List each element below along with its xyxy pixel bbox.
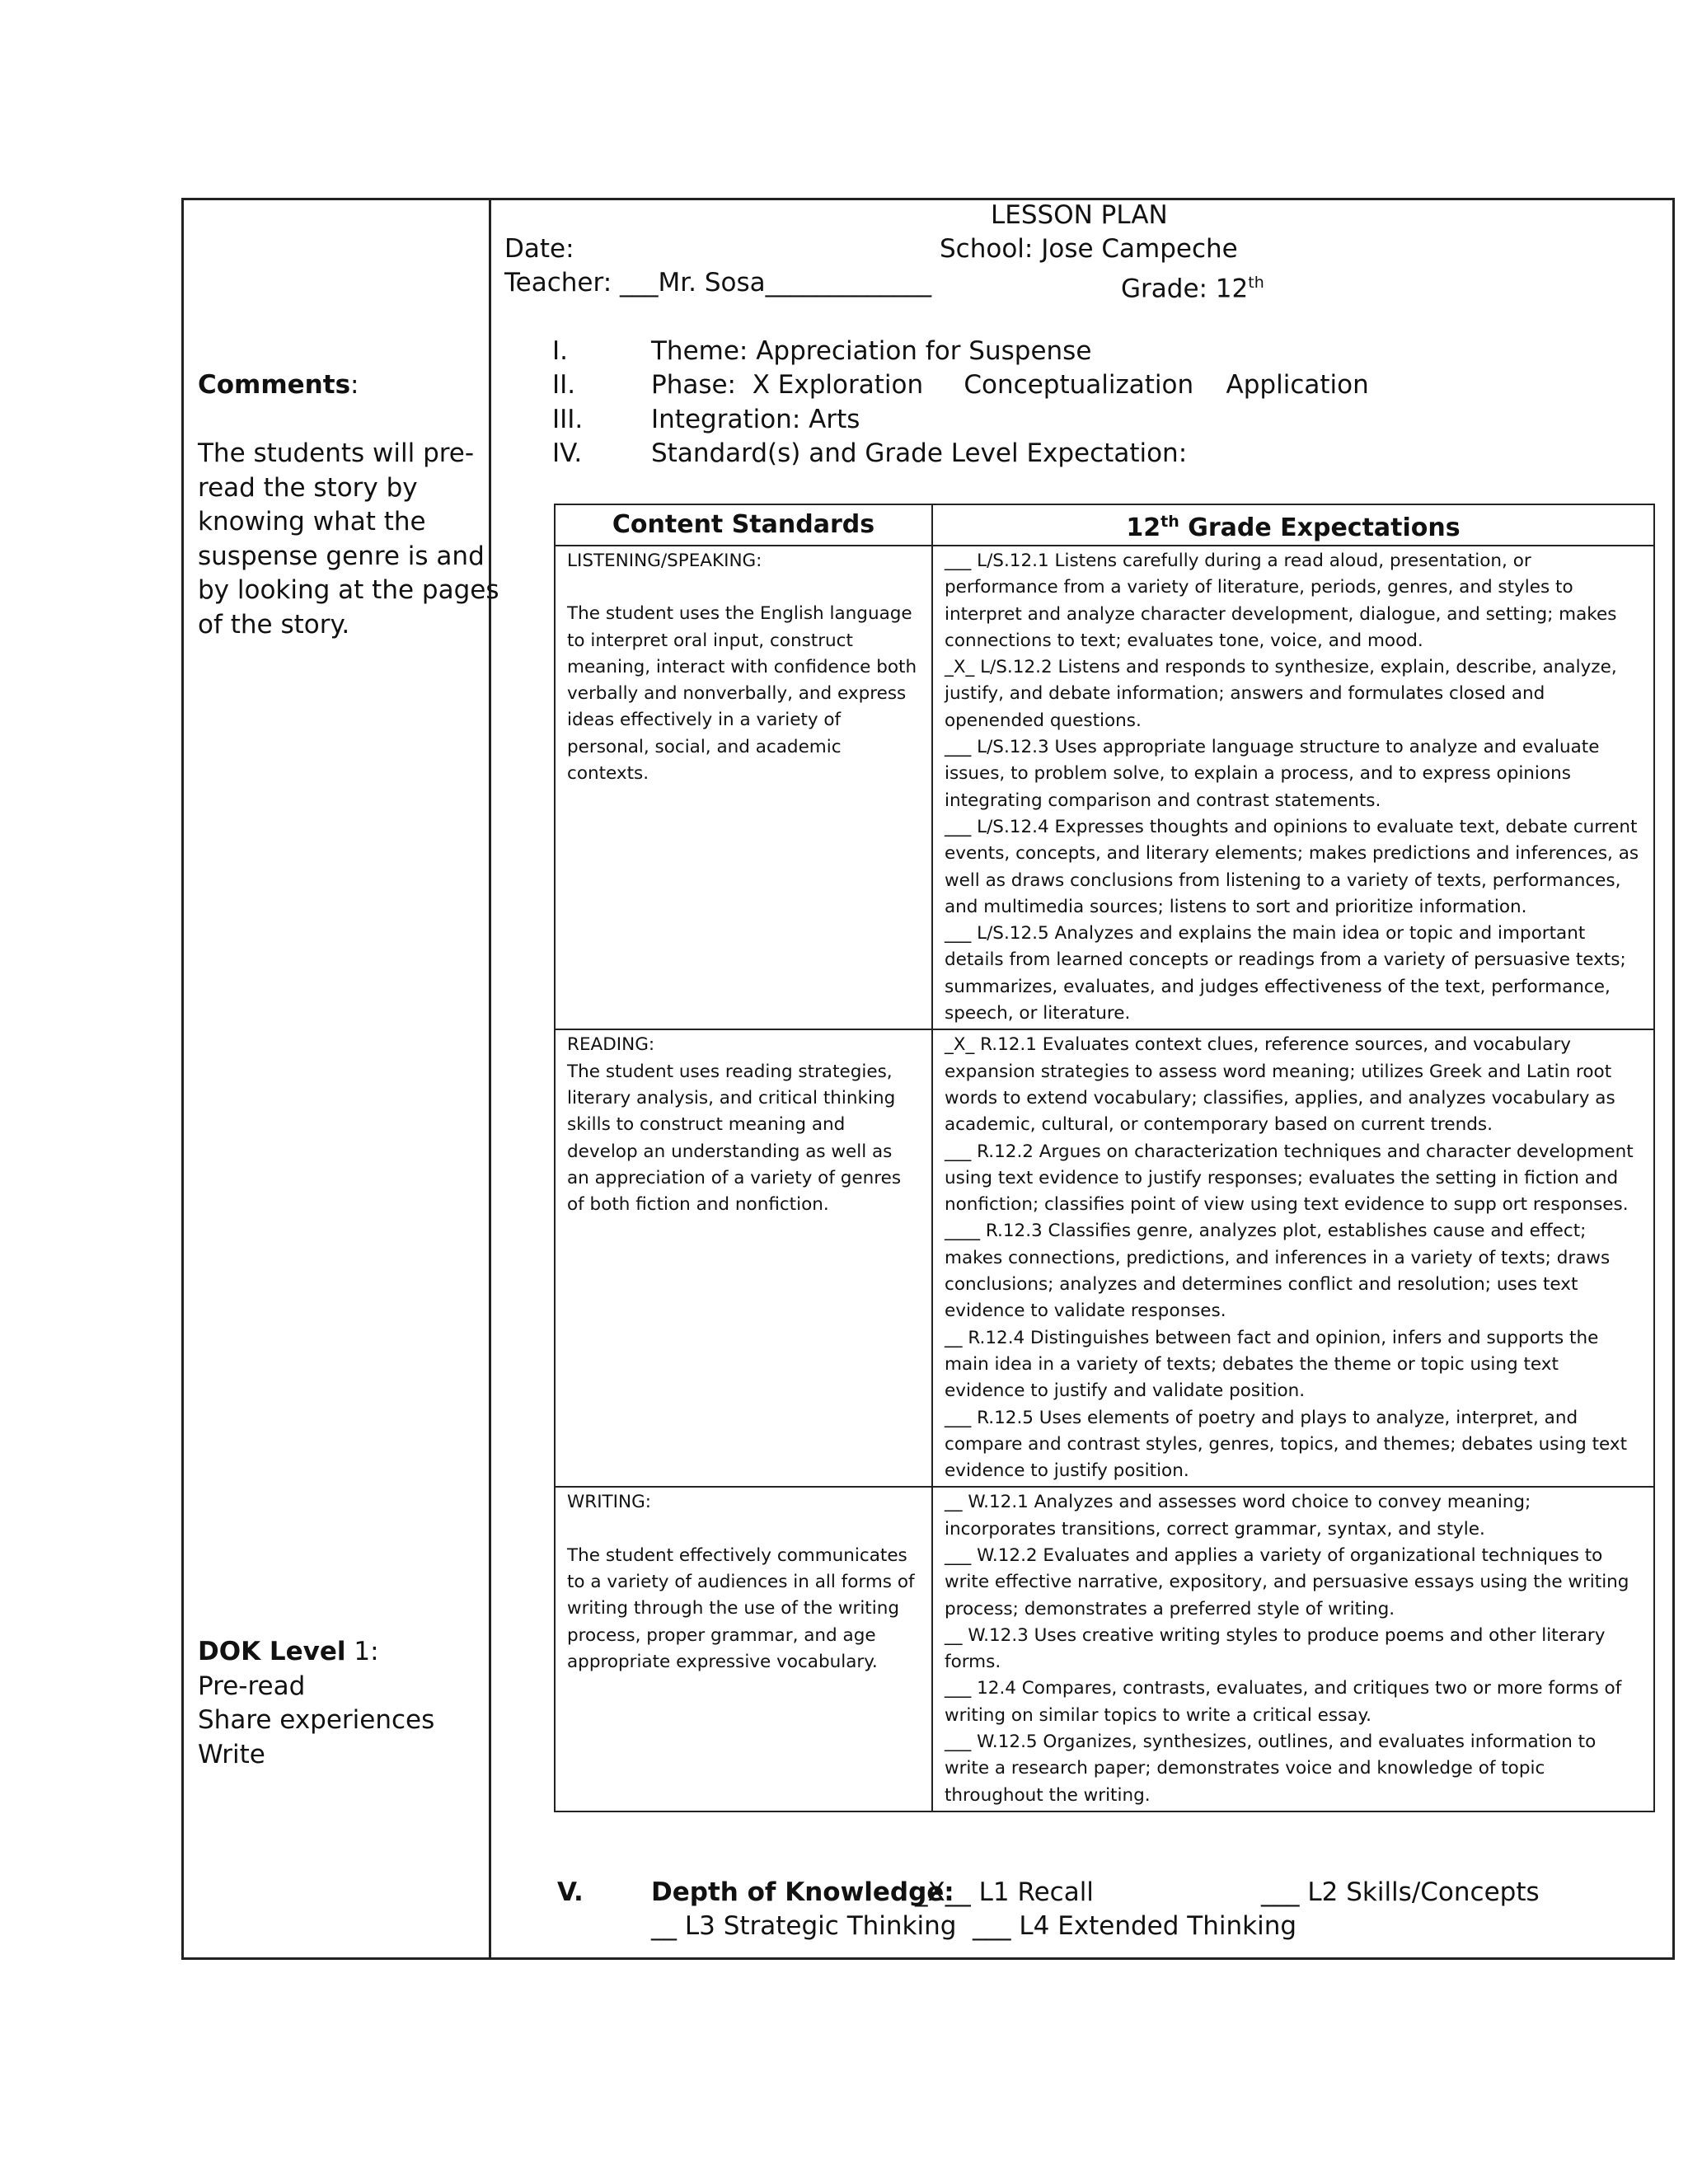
expectation-item: ___ L/S.12.4 Expresses thoughts and opinions to evaluate text, debate current events, concepts, and literary elements; makes predictions and inferences, as well as draws conclusions from listening to a variety of texts, performances, and multimedia sources; listens to sort and prioritize information.: [945, 816, 1639, 917]
grade-label: Grade: 12th: [1121, 274, 1264, 304]
expectation-item: ___ R.12.2 Argues on characterization techniques and character development using text evidence to justify responses; evaluates the setting in fiction and nonfiction; classifies point of view using text evidence to supp ort responses.: [945, 1141, 1634, 1216]
dok-l1: _X__ L1 Recall: [915, 1877, 1094, 1907]
section-integration: Integration: Arts: [651, 405, 860, 434]
standard-category: LISTENING/SPEAKING:: [567, 551, 762, 571]
section-number: I.: [552, 336, 568, 366]
table-row: [555, 1487, 1654, 1811]
expectation-item: ___ R.12.5 Uses elements of poetry and plays to analyze, interpret, and compare and contrast styles, genres, topics, and themes; debates using text evidence to justify position.: [945, 1407, 1628, 1482]
standard-category: WRITING:: [567, 1492, 651, 1513]
section-number: II.: [552, 370, 576, 400]
dok-label: Depth of Knowledge:: [651, 1877, 954, 1907]
expectations-cell: [932, 1029, 1654, 1487]
standards-table: [554, 504, 1655, 1812]
section-number: III.: [552, 405, 584, 434]
expectation-item: ___ L/S.12.5 Analyzes and explains the main idea or topic and important details from learned concepts or readings from a variety of persuasive texts; summarizes, evaluates, and judges effectiveness of the text, performance, speech, or literature.: [945, 923, 1626, 1024]
section-number: V.: [557, 1877, 584, 1907]
table-row: [555, 1029, 1654, 1487]
section-theme: Theme: Appreciation for Suspense: [651, 336, 1092, 366]
dok-l2: ___ L2 Skills/Concepts: [1261, 1877, 1540, 1907]
standard-category: READING:: [567, 1034, 655, 1056]
expectation-item: __ R.12.4 Distinguishes between fact and opinion, infers and supports the main idea in a variety of texts; debates the theme or topic using text evidence to justify and validate position.: [945, 1327, 1599, 1402]
content-standard-cell: [555, 1029, 932, 1487]
teacher-name: Teacher: ___Mr. Sosa_____________: [504, 268, 932, 298]
expectation-item: ___ L/S.12.3 Uses appropriate language structure to analyze and evaluate issues, to problem solve, to explain a process, and to express opinions integrating comparison and contrast statements.: [945, 737, 1600, 811]
school-name: School: Jose Campeche: [940, 234, 1238, 264]
expectation-item: __ W.12.3 Uses creative writing styles to produce poems and other literary forms.: [945, 1624, 1606, 1673]
expectation-item: ___ W.12.2 Evaluates and applies a variety of organizational techniques to write effective narrative, expository, and persuasive essays using the writing process; demonstrates a preferred style of writing.: [945, 1544, 1629, 1619]
comments-text: The students will pre- read the story by knowing what the suspense genre is and by looking at the pages of the story.: [198, 438, 499, 640]
expectation-item: ___ W.12.5 Organizes, synthesizes, outlines, and evaluates information to write a research paper; demonstrates voice and knowledge of topic throughout the writing.: [945, 1732, 1597, 1806]
standard-description: The student uses the English language to interpret oral input, construct meaning, interact with confidence both verbally and nonverbally, and express ideas effectively in a variety of personal, social, and academic contexts.: [567, 603, 917, 785]
table-row: [555, 546, 1654, 1029]
grade-expectations-header: 12th Grade Expectations: [932, 504, 1654, 546]
content-standard-cell: [555, 1487, 932, 1811]
expectation-item: _X_ R.12.1 Evaluates context clues, reference sources, and vocabulary expansion strategies to assess word meaning; utilizes Greek and Latin root words to extend vocabulary; classifies, applies, and analyzes vocabulary as academic, cultural, or contemporary based on current trends.: [945, 1034, 1615, 1136]
expectation-item: ___ L/S.12.1 Listens carefully during a read aloud, presentation, or performance from a variety of literature, periods, genres, and styles to interpret and analyze character development, dialogue, and setting; makes connections to text; evaluates tone, voice, and mood.: [945, 551, 1617, 651]
expectation-item: __ W.12.1 Analyzes and assesses word choice to convey meaning; incorporates transitions, correct grammar, syntax, and style.: [945, 1492, 1531, 1540]
comments-heading: Comments:: [198, 370, 359, 400]
expectation-item: ___ 12.4 Compares, contrasts, evaluates, and critiques two or more forms of writing on similar topics to write a critical essay.: [945, 1678, 1622, 1726]
standard-description: The student effectively communicates to a variety of audiences in all forms of writing through the use of the writing process, proper grammar, and age appropriate expressive vocabulary.: [567, 1544, 915, 1672]
section-phase: Phase: X Exploration Conceptualization Application: [651, 370, 1369, 400]
section-standards: Standard(s) and Grade Level Expectation:: [651, 438, 1188, 468]
date-label: Date:: [504, 234, 574, 264]
page-title: LESSON PLAN: [991, 200, 1168, 230]
table-header-row: [555, 504, 1654, 546]
expectation-item: ____ R.12.3 Classifies genre, analyzes plot, establishes cause and effect; makes connections, predictions, and inferences in a variety of texts; draws conclusions; analyzes and determines conflict and resolution; uses text evidence to validate responses.: [945, 1221, 1611, 1322]
dok-l3: __ L3 Strategic Thinking: [651, 1911, 957, 1941]
content-standard-cell: [555, 546, 932, 1029]
dok-level-sidebar: DOK Level 1: Pre-read Share experiences Write: [198, 1637, 435, 1769]
expectations-cell: [932, 546, 1654, 1029]
expectations-cell: [932, 1487, 1654, 1811]
dok-l4: ___ L4 Extended Thinking: [973, 1911, 1297, 1941]
content-standards-header: Content Standards: [555, 504, 932, 546]
standard-description: The student uses reading strategies, literary analysis, and critical thinking skills to construct meaning and develop an understanding as well as an appreciation of a variety of genres of both fiction and nonfiction.: [567, 1061, 902, 1216]
section-number: IV.: [552, 438, 583, 468]
expectation-item: _X_ L/S.12.2 Listens and responds to synthesize, explain, describe, analyze, justify, and debate information; answers and formulates closed and openended questions.: [945, 657, 1617, 731]
